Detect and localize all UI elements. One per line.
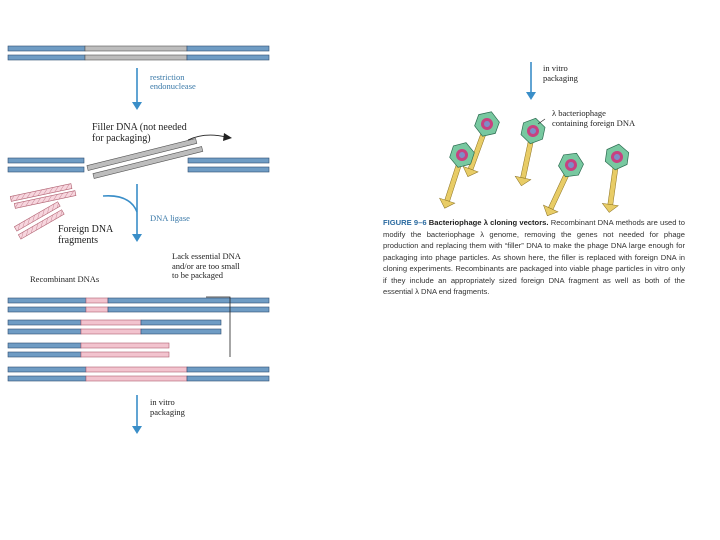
- figure-caption-text: Recombinant DNA methods are used to modify the bacteriophage λ genome, removing the genes not needed for phage production and replacing them with “filler” DNA to make the phage DNA large enough for packaging into phage particles. As shown here, the filler is replaced with foreign DNA in cloning experiments. Recombinants are packaged into viable phage particles in vitro only if they include an appropriately sized foreign DNA fragment as well as both of the essential λ DNA end fragments.: [383, 218, 685, 296]
- label-in-vitro-bottom: in vitro packaging: [150, 397, 185, 417]
- recombinant-dna-3: [8, 343, 169, 357]
- phage-icon: [598, 143, 629, 214]
- label-dna-ligase: DNA ligase: [150, 213, 190, 223]
- phage-icon: [511, 116, 547, 188]
- label-filler-dna: Filler DNA (not needed for packaging): [92, 122, 187, 144]
- recombinant-dna-4: [8, 367, 269, 381]
- label-foreign-dna: Foreign DNA fragments: [58, 224, 114, 246]
- label-lambda-bacteriophage: λ bacteriophage containing foreign DNA: [552, 108, 636, 128]
- arrow-restriction: [132, 68, 142, 110]
- label-recombinant-dnas: Recombinant DNAs: [30, 274, 100, 284]
- figure-title: Bacteriophage λ cloning vectors.: [428, 218, 549, 227]
- lambda-dna-original: [8, 46, 269, 60]
- arrow-packaging-bottom: [132, 395, 142, 434]
- figure-caption: [383, 217, 685, 298]
- lack-essential-bracket: [206, 297, 230, 357]
- label-lack-essential: Lack essential DNA and/or are too small to be packaged: [172, 251, 241, 280]
- label-restriction-endonuclease: restriction endonuclease: [150, 72, 196, 91]
- phage-icon: [537, 149, 586, 221]
- arrow-packaging-top: [526, 62, 536, 100]
- figure-number: FIGURE 9–6: [383, 218, 427, 227]
- label-in-vitro-top: in vitro packaging: [543, 63, 578, 83]
- recombinant-dna-2: [8, 320, 221, 334]
